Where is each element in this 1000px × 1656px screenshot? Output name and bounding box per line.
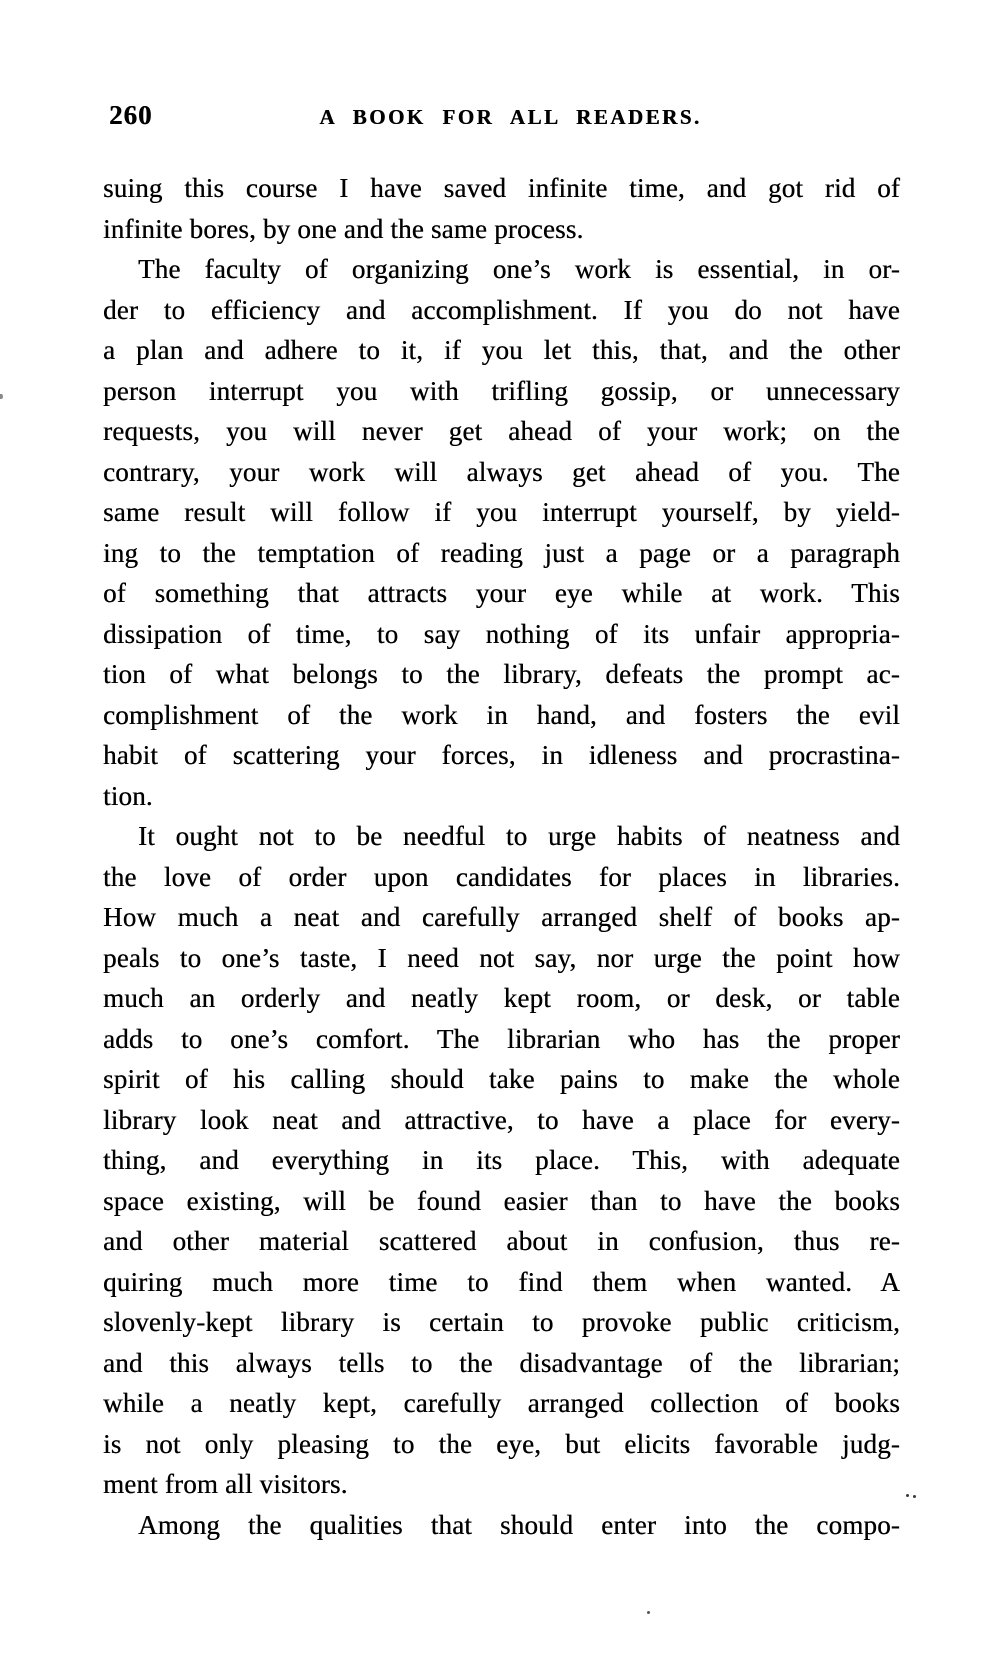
text-line: requests, you will never get ahead of your work; on the <box>103 416 900 446</box>
text-line: tion of what belongs to the library, defeats the prompt ac- <box>103 659 900 689</box>
text-line: and other material scattered about in confusion, thus re- <box>103 1226 900 1256</box>
text-line: ing to the temptation of reading just a page or a paragraph <box>103 537 900 568</box>
page-number: 260 <box>109 100 153 130</box>
page-body <box>103 168 900 1545</box>
text-line: person interrupt you with trifling gossip, or unnecessary <box>103 375 900 406</box>
text-line: the love of order upon candidates for places in libraries. <box>103 861 900 892</box>
running-header <box>103 100 900 134</box>
paragraph <box>103 816 900 1505</box>
scan-speck <box>906 1494 909 1497</box>
text-line: while a neatly kept, carefully arranged collection of books <box>103 1388 900 1418</box>
text-line: tion. <box>103 780 153 811</box>
paragraph <box>103 168 900 249</box>
text-line: space existing, will be found easier than to have the books <box>103 1185 900 1216</box>
text-line: thing, and everything in its place. This, with adequate <box>103 1145 900 1175</box>
scan-speck <box>647 1611 650 1614</box>
running-header-title: A BOOK FOR ALL READERS. <box>319 105 702 129</box>
paragraph <box>103 1505 900 1546</box>
text-line: habit of scattering your forces, in idleness and procrastina- <box>103 740 900 770</box>
text-line: slovenly-kept library is certain to provoke public criticism, <box>103 1307 900 1337</box>
text-line: adds to one’s comfort. The librarian who has the proper <box>103 1023 900 1054</box>
text-line: The faculty of organizing one’s work is essential, in or- <box>138 254 900 284</box>
text-line: suing this course I have saved infinite time, and got rid of <box>103 173 900 203</box>
text-line: same result will follow if you interrupt yourself, by yield- <box>103 497 900 527</box>
text-line: library look neat and attractive, to have a place for every- <box>103 1104 900 1135</box>
scan-speck <box>913 1495 916 1498</box>
text-line: is not only pleasing to the eye, but elicits favorable judg- <box>103 1428 900 1459</box>
paragraph <box>103 249 900 816</box>
text-line: It ought not to be needful to urge habits of neatness and <box>138 821 900 851</box>
text-line: quiring much more time to find them when wanted. A <box>103 1266 900 1297</box>
text-line: contrary, your work will always get ahead of you. The <box>103 456 900 487</box>
text-line: der to efficiency and accomplishment. If you do not have <box>103 294 900 325</box>
text-line: How much a neat and carefully arranged shelf of books ap- <box>103 902 900 932</box>
text-line: spirit of his calling should take pains to make the whole <box>103 1064 900 1094</box>
text-line: complishment of the work in hand, and fosters the evil <box>103 699 900 730</box>
text-line: infinite bores, by one and the same process. <box>103 213 584 244</box>
text-line: dissipation of time, to say nothing of its unfair appropria- <box>103 618 900 649</box>
text-line: Among the qualities that should enter into the compo- <box>138 1509 900 1540</box>
text-line: ment from all visitors. <box>103 1469 348 1499</box>
text-line: peals to one’s taste, I need not say, nor urge the point how <box>103 942 900 973</box>
text-line: much an orderly and neatly kept room, or desk, or table <box>103 983 900 1013</box>
text-line: and this always tells to the disadvantage of the librarian; <box>103 1347 900 1378</box>
scan-speck <box>0 394 3 399</box>
text-line: of something that attracts your eye while at work. This <box>103 578 900 608</box>
text-line: a plan and adhere to it, if you let this, that, and the other <box>103 335 900 365</box>
